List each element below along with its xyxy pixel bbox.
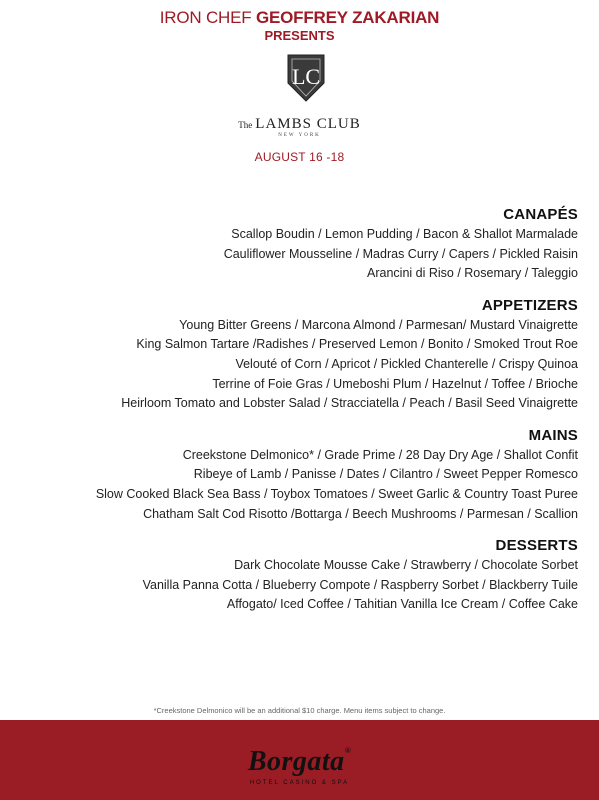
logo-the: The [238, 120, 253, 130]
section-title: MAINS [528, 426, 578, 444]
borgata-logo [0, 746, 599, 778]
menu-item: Cauliflower Mousseline / Madras Curry / Capers / Pickled Raisin [223, 246, 578, 261]
menu-item: Scallop Boudin / Lemon Pudding / Bacon & Shallot Marmalade [231, 227, 578, 241]
presents-label: PRESENTS [264, 28, 335, 43]
section-desserts [18, 536, 578, 615]
menu-item: Vanilla Panna Cotta / Blueberry Compote / Raspberry Sorbet / Blackberry Tuile [142, 577, 578, 592]
menu-item: Arancini di Riso / Rosemary / Taleggio [367, 266, 578, 281]
section-title: CANAPÉS [503, 206, 578, 223]
menu-item: Dark Chocolate Mousse Cake / Strawberry / Chocolate Sorbet [234, 558, 578, 573]
chef-prefix: IRON CHEF [159, 8, 252, 27]
menu-item: Affogato/ Iced Coffee / Tahitian Vanilla Ice Cream / Coffee Cake [226, 597, 578, 612]
menu-item: Ribeye of Lamb / Panisse / Dates / Cilantro / Sweet Pepper Romesco [193, 467, 578, 482]
section-title: APPETIZERS [481, 296, 578, 314]
section-appetizers [18, 296, 578, 414]
menu-body [18, 205, 578, 627]
menu-item: Velouté of Corn / Apricot / Pickled Chanterelle / Crispy Quinoa [235, 356, 578, 371]
menu-item: Slow Cooked Black Sea Bass / Toybox Tomatoes / Sweet Garlic & Country Toast Puree [95, 486, 578, 501]
lambs-club-logo [0, 116, 599, 133]
menu-item: Chatham Salt Cod Risotto /Bottarga / Beech Mushrooms / Parmesan / Scallion [143, 506, 578, 521]
borgata-tagline: HOTEL CASINO & SPA [249, 780, 350, 786]
chef-name: GEOFFREY ZAKARIAN [255, 8, 440, 27]
section-canapes [18, 205, 578, 284]
menu-item: Young Bitter Greens / Marcona Almond / Parmesan/ Mustard Vinaigrette [179, 317, 578, 332]
crest-letters: LC [291, 64, 321, 89]
lambs-club-crest-icon [286, 53, 326, 103]
section-mains [18, 426, 578, 524]
section-title: DESSERTS [495, 537, 578, 555]
footnote: *Creekstone Delmonico will be an additional $10 charge. Menu items subject to change. [153, 706, 446, 715]
logo-name: LAMBS CLUB [255, 116, 361, 132]
event-dates: AUGUST 16 -18 [254, 150, 345, 164]
borgata-brand: Borgata [247, 746, 345, 777]
logo-city: NEW YORK [278, 133, 321, 138]
menu-header [0, 8, 599, 43]
menu-item: King Salmon Tartare /Radishes / Preserved Lemon / Bonito / Smoked Trout Roe [136, 337, 578, 352]
registered-mark: ® [344, 746, 352, 755]
chef-headline [0, 8, 599, 27]
menu-item: Terrine of Foie Gras / Umeboshi Plum / Hazelnut / Toffee / Brioche [212, 376, 578, 391]
menu-item: Creekstone Delmonico* / Grade Prime / 28 Day Dry Age / Shallot Confit [182, 447, 578, 462]
menu-item: Heirloom Tomato and Lobster Salad / Stracciatella / Peach / Basil Seed Vinaigrette [121, 396, 578, 411]
